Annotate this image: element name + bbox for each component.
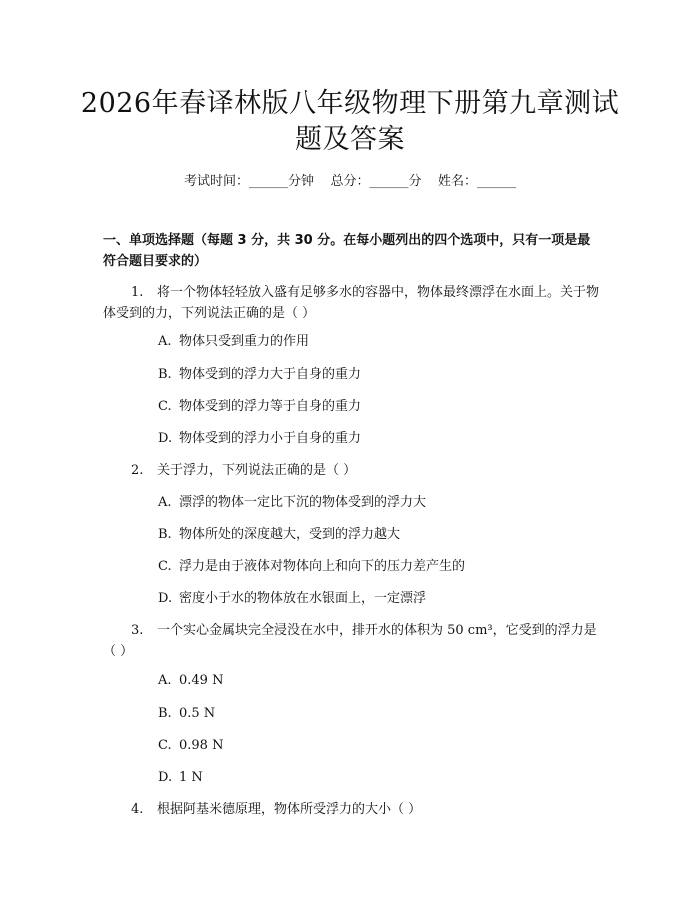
- option-3c: [158, 737, 223, 755]
- option-letter: A.: [158, 673, 172, 688]
- option-text: 浮力是由于液体对物体向上和向下的压力差产生的: [179, 559, 466, 574]
- question-2: [103, 460, 603, 481]
- option-2c: [158, 558, 465, 576]
- question-number: 1.: [131, 285, 144, 300]
- option-3b: [158, 705, 215, 723]
- option-text: 物体所处的深度越大，受到的浮力越大: [179, 527, 401, 542]
- option-text: 密度小于水的物体放在水银面上，一定漂浮: [179, 591, 427, 606]
- question-text: 将一个物体轻轻放入盛有足够多水的容器中，物体最终漂浮在水面上。关于物体受到的力，下列说法正确的是（ ）: [103, 285, 600, 321]
- question-text: 根据阿基米德原理，物体所受浮力的大小（ ）: [157, 802, 422, 817]
- option-letter: C.: [158, 399, 172, 414]
- option-1a: [158, 333, 309, 351]
- question-text: 关于浮力，下列说法正确的是（ ）: [157, 463, 357, 478]
- option-text: 物体受到的浮力大于自身的重力: [179, 367, 362, 382]
- option-text: 1 N: [179, 770, 203, 785]
- option-text: 0.5 N: [179, 706, 216, 721]
- option-text: 漂浮的物体一定比下沉的物体受到的浮力大: [179, 495, 427, 510]
- option-3a: [158, 672, 223, 690]
- option-2b: [158, 526, 400, 544]
- option-text: 0.49 N: [179, 673, 224, 688]
- exam-info-line: 考试时间：______分钟 总分：______分 姓名：______: [183, 174, 517, 189]
- option-3d: [158, 769, 203, 787]
- option-letter: A.: [158, 334, 172, 349]
- option-text: 物体受到的浮力小于自身的重力: [179, 431, 362, 446]
- question-4: [103, 799, 603, 820]
- option-2a: [158, 494, 426, 512]
- option-letter: B.: [158, 706, 172, 721]
- option-1d: [158, 430, 361, 448]
- section-heading: 一、单项选择题（每题 3 分，共 30 分。在每小题列出的四个选项中，只有一项是最符合题目要求的）: [103, 233, 591, 269]
- option-letter: D.: [158, 591, 173, 606]
- option-text: 物体只受到重力的作用: [179, 334, 310, 349]
- option-text: 物体受到的浮力等于自身的重力: [179, 399, 362, 414]
- option-letter: A.: [158, 495, 172, 510]
- option-letter: D.: [158, 431, 173, 446]
- question-number: 3.: [131, 623, 144, 638]
- option-letter: D.: [158, 770, 173, 785]
- option-1b: [158, 366, 361, 384]
- question-number: 4.: [131, 802, 144, 817]
- option-letter: B.: [158, 527, 172, 542]
- option-1c: [158, 398, 361, 416]
- option-letter: C.: [158, 738, 172, 753]
- question-1: [103, 282, 603, 324]
- option-letter: C.: [158, 559, 172, 574]
- document-title: 2026年春译林版八年级物理下册第九章测试题及答案: [80, 88, 620, 155]
- question-3: [103, 620, 603, 662]
- option-letter: B.: [158, 367, 172, 382]
- option-text: 0.98 N: [179, 738, 224, 753]
- question-number: 2.: [131, 463, 144, 478]
- option-2d: [158, 590, 426, 608]
- question-text: 一个实心金属块完全浸没在水中，排开水的体积为 50 cm³，它受到的浮力是（ ）: [103, 623, 597, 659]
